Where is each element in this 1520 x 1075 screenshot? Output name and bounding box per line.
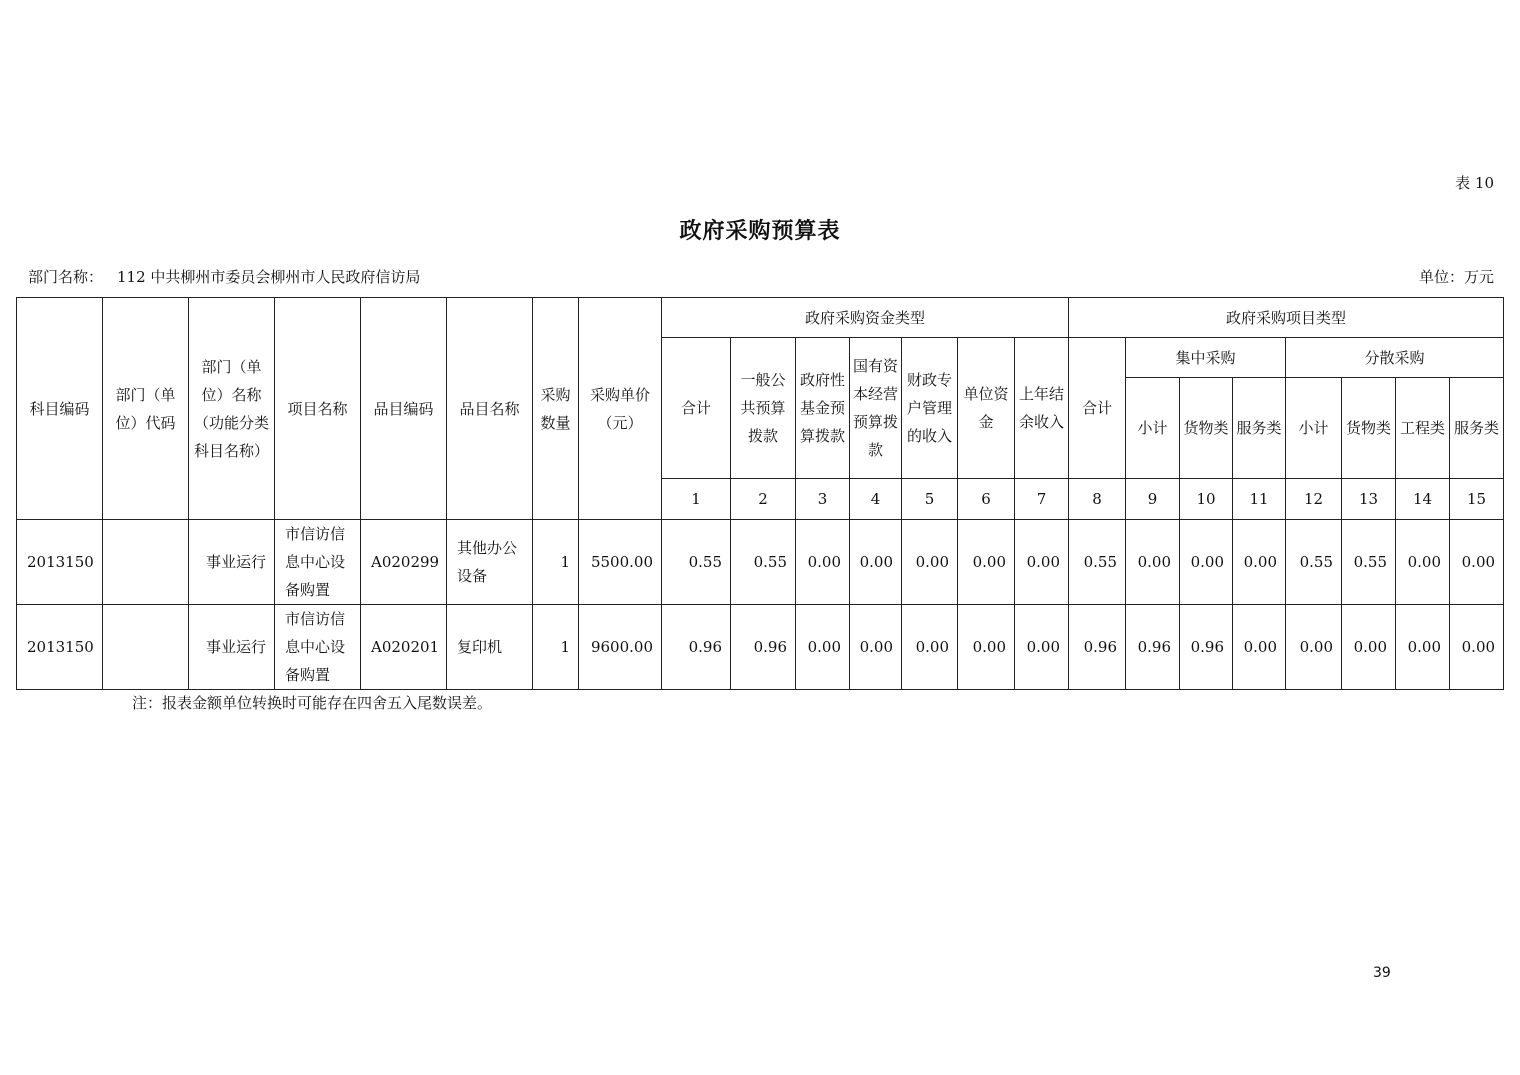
cell-subject-code: 2013150 xyxy=(17,605,103,690)
cell-value: 0.00 xyxy=(1286,605,1342,690)
cell-dept-name: 事业运行 xyxy=(189,605,275,690)
header-fund-col: 国有资本经营预算拨款 xyxy=(850,338,902,479)
column-number: 4 xyxy=(850,479,902,520)
header-project-name: 项目名称 xyxy=(275,298,361,520)
header-decentral-col: 货物类 xyxy=(1342,378,1396,479)
cell-value: 0.00 xyxy=(958,605,1015,690)
department-line xyxy=(28,266,420,287)
header-decentralized: 分散采购 xyxy=(1286,338,1504,378)
cell-value: 0.55 xyxy=(1286,520,1342,605)
column-number: 10 xyxy=(1180,479,1233,520)
page-number: 39 xyxy=(1373,965,1391,981)
header-item-code: 品目编码 xyxy=(361,298,447,520)
cell-subject-code: 2013150 xyxy=(17,520,103,605)
cell-project-name: 市信访信息中心设备购置 xyxy=(275,605,361,690)
column-number: 3 xyxy=(796,479,850,520)
header-central-col: 服务类 xyxy=(1233,378,1286,479)
cell-value: 0.00 xyxy=(796,605,850,690)
page-title: 政府采购预算表 xyxy=(679,218,841,244)
header-decentral-col: 服务类 xyxy=(1450,378,1504,479)
column-number: 11 xyxy=(1233,479,1286,520)
column-number: 9 xyxy=(1126,479,1180,520)
header-fund-col: 合计 xyxy=(662,338,731,479)
cell-value: 0.55 xyxy=(662,520,731,605)
header-project-total: 合计 xyxy=(1069,338,1126,479)
cell-value: 0.96 xyxy=(1180,605,1233,690)
header-decentral-col: 小计 xyxy=(1286,378,1342,479)
cell-unit-price: 5500.00 xyxy=(579,520,662,605)
column-number: 5 xyxy=(902,479,958,520)
cell-dept-code xyxy=(103,520,189,605)
cell-value: 0.00 xyxy=(1450,520,1504,605)
cell-value: 0.00 xyxy=(1015,605,1069,690)
header-project-type: 政府采购项目类型 xyxy=(1069,298,1504,338)
cell-value: 0.55 xyxy=(731,520,796,605)
table-number: 表 10 xyxy=(1455,174,1494,192)
cell-item-code: A020201 xyxy=(361,605,447,690)
cell-value: 0.96 xyxy=(1069,605,1126,690)
cell-value: 0.00 xyxy=(902,605,958,690)
table-row xyxy=(17,605,1504,690)
header-item-name: 品目名称 xyxy=(447,298,533,520)
header-centralized: 集中采购 xyxy=(1126,338,1286,378)
cell-value: 0.00 xyxy=(1396,605,1450,690)
cell-value: 0.55 xyxy=(1342,520,1396,605)
table-row xyxy=(17,520,1504,605)
cell-value: 0.00 xyxy=(796,520,850,605)
cell-item-code: A020299 xyxy=(361,520,447,605)
cell-quantity: 1 xyxy=(533,520,579,605)
cell-value: 0.96 xyxy=(1126,605,1180,690)
column-number: 7 xyxy=(1015,479,1069,520)
header-quantity: 采购数量 xyxy=(533,298,579,520)
cell-dept-name: 事业运行 xyxy=(189,520,275,605)
header-dept-code: 部门（单位）代码 xyxy=(103,298,189,520)
cell-value: 0.00 xyxy=(850,520,902,605)
header-central-col: 货物类 xyxy=(1180,378,1233,479)
footnote: 注：报表金额单位转换时可能存在四舍五入尾数误差。 xyxy=(132,694,493,712)
department-value: 112 中共柳州市委员会柳州市人民政府信访局 xyxy=(117,268,421,286)
cell-value: 0.00 xyxy=(1396,520,1450,605)
header-fund-col: 政府性基金预算拨款 xyxy=(796,338,850,479)
cell-value: 0.55 xyxy=(1069,520,1126,605)
column-number: 12 xyxy=(1286,479,1342,520)
cell-quantity: 1 xyxy=(533,605,579,690)
cell-value: 0.00 xyxy=(850,605,902,690)
header-fund-col: 上年结余收入 xyxy=(1015,338,1069,479)
column-number: 8 xyxy=(1069,479,1126,520)
cell-project-name: 市信访信息中心设备购置 xyxy=(275,520,361,605)
unit-label: 单位：万元 xyxy=(1418,268,1494,286)
cell-value: 0.96 xyxy=(662,605,731,690)
header-fund-col: 单位资金 xyxy=(958,338,1015,479)
cell-unit-price: 9600.00 xyxy=(579,605,662,690)
cell-value: 0.00 xyxy=(1342,605,1396,690)
procurement-budget-table xyxy=(16,297,1504,690)
cell-value: 0.00 xyxy=(1450,605,1504,690)
cell-value: 0.00 xyxy=(1126,520,1180,605)
cell-value: 0.00 xyxy=(902,520,958,605)
cell-value: 0.00 xyxy=(1233,520,1286,605)
header-dept-name: 部门（单位）名称（功能分类科目名称） xyxy=(189,298,275,520)
department-label: 部门名称： xyxy=(28,268,104,286)
cell-value: 0.96 xyxy=(731,605,796,690)
column-number: 1 xyxy=(662,479,731,520)
header-unit-price: 采购单价（元） xyxy=(579,298,662,520)
header-fund-col: 财政专户管理的收入 xyxy=(902,338,958,479)
cell-value: 0.00 xyxy=(1233,605,1286,690)
column-number: 15 xyxy=(1450,479,1504,520)
column-number: 14 xyxy=(1396,479,1450,520)
column-number: 2 xyxy=(731,479,796,520)
column-number: 13 xyxy=(1342,479,1396,520)
header-decentral-col: 工程类 xyxy=(1396,378,1450,479)
header-fund-col: 一般公共预算拨款 xyxy=(731,338,796,479)
header-fund-type: 政府采购资金类型 xyxy=(662,298,1069,338)
header-subject-code: 科目编码 xyxy=(17,298,103,520)
cell-value: 0.00 xyxy=(1015,520,1069,605)
cell-value: 0.00 xyxy=(1180,520,1233,605)
cell-item-name: 其他办公设备 xyxy=(447,520,533,605)
header-central-col: 小计 xyxy=(1126,378,1180,479)
cell-dept-code xyxy=(103,605,189,690)
cell-item-name: 复印机 xyxy=(447,605,533,690)
cell-value: 0.00 xyxy=(958,520,1015,605)
column-number: 6 xyxy=(958,479,1015,520)
